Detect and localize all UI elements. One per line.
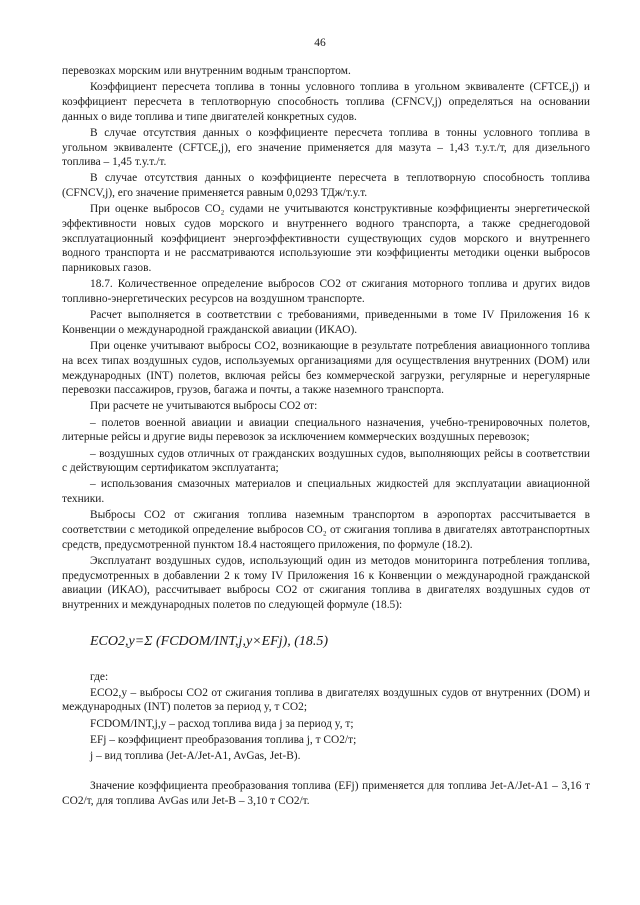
paragraph-ncv-default: В случае отсутствия данных о коэффициенте пересчета в теплотворную способность топлива (CFNCV,j), его значение применяется равным 0,0293 ТДж/т.у.т. xyxy=(62,172,590,200)
page-number: 46 xyxy=(314,37,326,49)
list-item-lubricants: – использования смазочных материалов и специальных жидкостей для эксплуатации авиационной техники. xyxy=(62,478,590,506)
where-label: где: xyxy=(90,670,109,683)
formula-18-5: ECO2,y=Σ (FCDOM/INT,j,y×EFj), (18.5) xyxy=(90,633,329,649)
section-heading-18-7: 18.7. Количественное определение выбросов CO2 от сжигания моторного топлива и других видов топливно-энергетических ресурсов на воздушном транспорте. xyxy=(62,278,590,306)
paragraph-exclusions-intro: При расчете не учитываются выбросы CO2 от: xyxy=(90,400,318,413)
paragraph-operator-formula: Эксплуатант воздушных судов, использующий один из методов мониторинга потребления топлива, предусмотренных в добавлении 2 к тому IV Приложения 16 к Конвенции о международной гражданской авиации (ИКАО), рассчитывает выбросы CO2 от сжигания топлива в двигателях воздушных судов от внутренних и международных полетов по следующей формуле (18.5): xyxy=(62,555,590,612)
paragraph-conversion-coefficients: Коэффициент пересчета топлива в тонны условного топлива в угольном эквиваленте (CFTCE,j) и коэффициент пересчета в теплотворную способность топлива (CFNCV,j) определяться на основании данных о виде топлива и типе двигателей конкретных судов. xyxy=(62,81,590,123)
definition-eco2: ECO2,y – выбросы CO2 от сжигания топлива в двигателях воздушных судов от внутренних (DOM) и международных (INT) полетов за период y, т CO2; xyxy=(62,686,590,714)
definition-fc: FCDOM/INT,j,y – расход топлива вида j за период y, т; xyxy=(90,717,354,730)
paragraph-icao-reference: Расчет выполняется в соответствии с требованиями, приведенными в томе IV Приложения 16 к Конвенции о международной гражданской авиации (ИКАО). xyxy=(62,309,590,336)
paragraph-ef-values: Значение коэффициента преобразования топлива (EFj) применяется для топлива Jet-A/Jet-A1 – 3,16 т CO2/т, для топлива AvGas или Jet-B – 3,10 т CO2/т. xyxy=(62,780,590,807)
paragraph-aviation-fuel: При оценке учитывают выбросы CO2, возникающие в результате потребления авиационного топлива на всех типах воздушных судов, используемых организациями для осуществления внутренних (DOM) или международных (INT) полетов, включая рейсы без коммерческой загрузки, регулярные и нерегулярные перевозки пассажиров, грузов, багажа и почты, а также наземного транспорта. xyxy=(62,340,590,397)
page-body xyxy=(62,64,590,810)
paragraph-ground-transport: Выбросы CO2 от сжигания топлива наземным транспортом в аэропортах рассчитывается в соответствии с методикой определение выбросов CO₂ от сжигания топлива в двигателях автотранспортных средств, предусмотренной пунктом 18.4 настоящего приложения, по формуле (18.2). xyxy=(62,509,590,551)
paragraph-ship-efficiency: При оценке выбросов CO₂ судами не учитываются конструктивные коэффициенты энергетической эффективности новых судов морского и внутреннего водного транспорта, а также среднегодовой эксплуатационный коэффициент энергоэффективности существующих судов морского и внутреннего водного транспорта и не рассматриваются используюшие эти коэффициенты методики оценки выбросов парниковых газов. xyxy=(62,203,590,275)
paragraph-tce-default: В случае отсутствия данных о коэффициенте пересчета топлива в тонны условного топлива в угольном эквиваленте (CFTCE,j), его значение применяется для мазута – 1,43 т.у.т./т, для дизельного топлива – 1,45 т.у.т./т. xyxy=(62,126,590,169)
list-item-non-civil: – воздушных судов отличных от гражданских воздушных судов, выполняющих рейсы в соответствии с действующим сертификатом эксплуатанта; xyxy=(62,447,590,475)
definition-ef: EFj – коэффициент преобразования топлива j, т CO2/т; xyxy=(90,733,357,746)
list-item-military: – полетов военной авиации и авиации специального назначения, учебно-тренировочных полетов, литерные рейсы и другие виды перевозок за исключением коммерческих воздушных перевозок; xyxy=(62,416,590,444)
paragraph-continuation: перевозках морским или внутренним водным транспортом. xyxy=(62,65,351,77)
definition-j: j – вид топлива (Jet-A/Jet-A1, AvGas, Jet-B). xyxy=(90,750,301,763)
